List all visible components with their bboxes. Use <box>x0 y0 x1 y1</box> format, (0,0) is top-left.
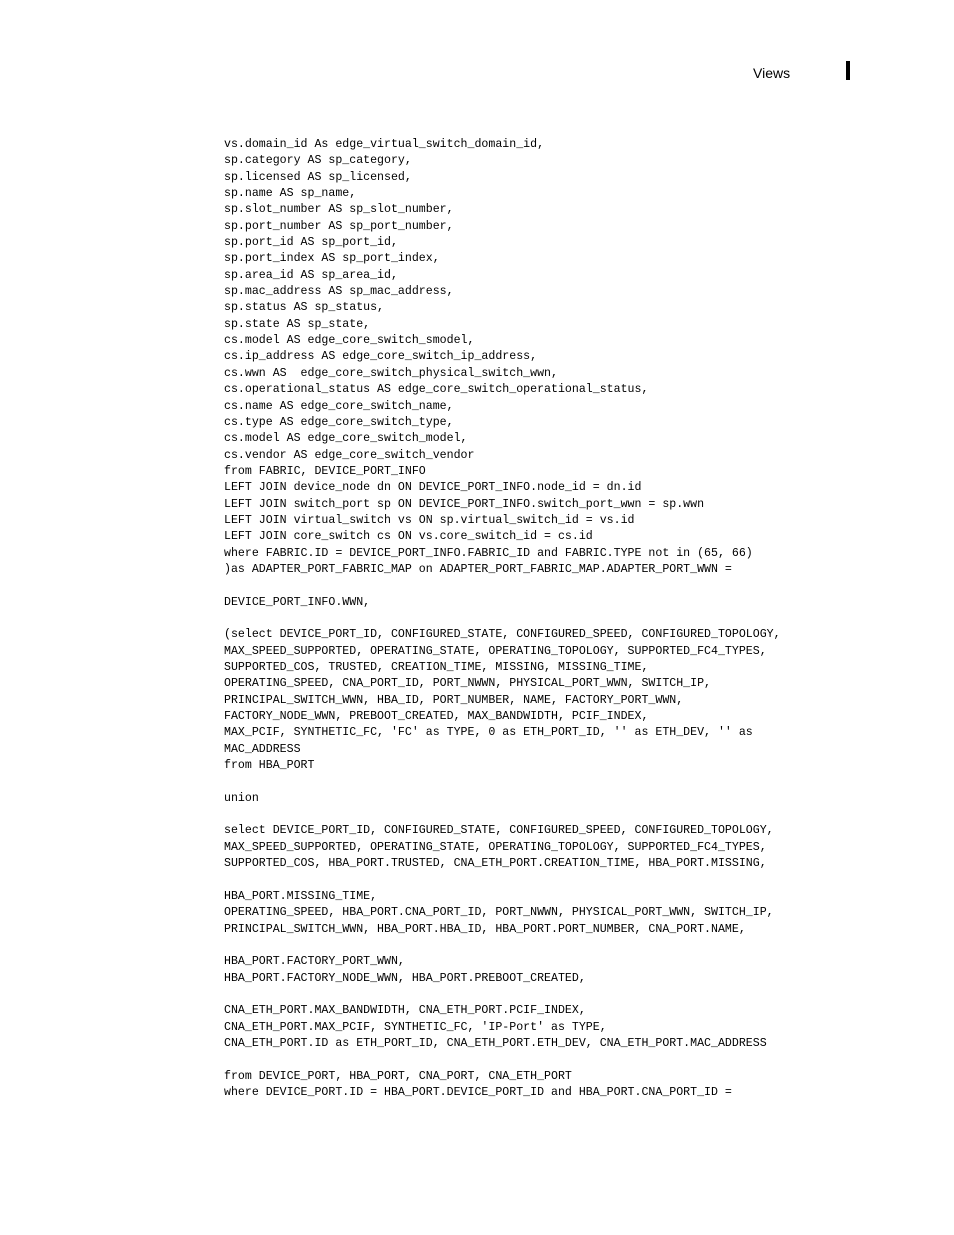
code-line: cs.name AS edge_core_switch_name, <box>224 399 454 413</box>
code-line: sp.category AS sp_category, <box>224 154 412 168</box>
code-line: sp.state AS sp_state, <box>224 317 371 331</box>
code-line: sp.port_id AS sp_port_id, <box>224 236 398 250</box>
code-line <box>224 578 944 594</box>
code-line <box>224 774 944 790</box>
code-line: sp.licensed AS sp_licensed, <box>224 170 412 184</box>
code-line: sp.port_number AS sp_port_number, <box>224 219 454 233</box>
sql-code-block <box>224 137 944 1101</box>
code-line: CNA_ETH_PORT.MAX_PCIF, SYNTHETIC_FC, 'IP-Port' as TYPE, <box>224 1020 607 1034</box>
code-line: LEFT JOIN core_switch cs ON vs.core_switch_id = cs.id <box>224 530 593 544</box>
code-line: sp.status AS sp_status, <box>224 301 385 315</box>
code-line: OPERATING_SPEED, HBA_PORT.CNA_PORT_ID, PORT_NWWN, PHYSICAL_PORT_WWN, SWITCH_IP, <box>224 906 774 920</box>
code-line <box>224 611 944 627</box>
code-line: cs.vendor AS edge_core_switch_vendor <box>224 448 475 462</box>
code-line: cs.wwn AS edge_core_switch_physical_switch_wwn, <box>224 366 558 380</box>
code-line: HBA_PORT.FACTORY_PORT_WWN, <box>224 955 405 969</box>
code-line: OPERATING_SPEED, CNA_PORT_ID, PORT_NWWN, PHYSICAL_PORT_WWN, SWITCH_IP, <box>224 677 712 691</box>
code-line: sp.area_id AS sp_area_id, <box>224 268 398 282</box>
code-line: MAX_PCIF, SYNTHETIC_FC, 'FC' as TYPE, 0 as ETH_PORT_ID, '' as ETH_DEV, '' as <box>224 726 753 740</box>
code-line: cs.model AS edge_core_switch_model, <box>224 432 468 446</box>
code-line: cs.operational_status AS edge_core_switch_operational_status, <box>224 383 649 397</box>
code-line <box>224 807 944 823</box>
code-line: (select DEVICE_PORT_ID, CONFIGURED_STATE, CONFIGURED_SPEED, CONFIGURED_TOPOLOGY, <box>224 628 781 642</box>
code-line: sp.port_index AS sp_port_index, <box>224 252 440 266</box>
code-line: MAC_ADDRESS <box>224 742 301 756</box>
code-line: select DEVICE_PORT_ID, CONFIGURED_STATE, CONFIGURED_SPEED, CONFIGURED_TOPOLOGY, <box>224 824 774 838</box>
code-line: SUPPORTED_COS, TRUSTED, CREATION_TIME, MISSING, MISSING_TIME, <box>224 661 649 674</box>
code-line: PRINCIPAL_SWITCH_WWN, HBA_PORT.HBA_ID, HBA_PORT.PORT_NUMBER, CNA_PORT.NAME, <box>224 922 746 936</box>
code-line: cs.ip_address AS edge_core_switch_ip_address, <box>224 350 538 364</box>
code-line: sp.name AS sp_name, <box>224 187 357 201</box>
code-line: CNA_ETH_PORT.MAX_BANDWIDTH, CNA_ETH_PORT.PCIF_INDEX, <box>224 1004 586 1018</box>
code-line: PRINCIPAL_SWITCH_WWN, HBA_ID, PORT_NUMBER, NAME, FACTORY_PORT_WWN, <box>224 693 684 707</box>
code-line: FACTORY_NODE_WWN, PREBOOT_CREATED, MAX_BANDWIDTH, PCIF_INDEX, <box>224 710 649 724</box>
code-line: from HBA_PORT <box>224 759 315 773</box>
code-line: LEFT JOIN virtual_switch vs ON sp.virtual_switch_id = vs.id <box>224 513 635 527</box>
code-line: from DEVICE_PORT, HBA_PORT, CNA_PORT, CNA_ETH_PORT <box>224 1069 572 1083</box>
code-line: sp.slot_number AS sp_slot_number, <box>224 203 454 217</box>
code-line: LEFT JOIN switch_port sp ON DEVICE_PORT_INFO.switch_port_wwn = sp.wwn <box>224 497 705 511</box>
code-line: HBA_PORT.FACTORY_NODE_WWN, HBA_PORT.PREBOOT_CREATED, <box>224 971 586 985</box>
code-line: LEFT JOIN device_node dn ON DEVICE_PORT_INFO.node_id = dn.id <box>224 481 642 495</box>
code-line: sp.mac_address AS sp_mac_address, <box>224 285 454 299</box>
header-marker-bar <box>846 61 850 80</box>
code-line: MAX_SPEED_SUPPORTED, OPERATING_STATE, OPERATING_TOPOLOGY, SUPPORTED_FC4_TYPES, <box>224 644 767 658</box>
code-line: MAX_SPEED_SUPPORTED, OPERATING_STATE, OPERATING_TOPOLOGY, SUPPORTED_FC4_TYPES, <box>224 840 767 854</box>
code-line <box>224 987 944 1003</box>
code-line: CNA_ETH_PORT.ID as ETH_PORT_ID, CNA_ETH_PORT.ETH_DEV, CNA_ETH_PORT.MAC_ADDRESS <box>224 1036 767 1050</box>
code-line: where DEVICE_PORT.ID = HBA_PORT.DEVICE_PORT_ID and HBA_PORT.CNA_PORT_ID = <box>224 1085 732 1099</box>
code-line: vs.domain_id As edge_virtual_switch_domain_id, <box>224 138 545 151</box>
code-line: SUPPORTED_COS, HBA_PORT.TRUSTED, CNA_ETH_PORT.CREATION_TIME, HBA_PORT.MISSING, <box>224 857 767 871</box>
code-line: union <box>224 791 259 805</box>
section-title: Views <box>753 65 791 81</box>
code-line: HBA_PORT.MISSING_TIME, <box>224 889 378 903</box>
code-line: )as ADAPTER_PORT_FABRIC_MAP on ADAPTER_PORT_FABRIC_MAP.ADAPTER_PORT_WWN = <box>224 562 732 576</box>
code-line: DEVICE_PORT_INFO.WWN, <box>224 595 371 609</box>
code-line <box>224 872 944 888</box>
code-line <box>224 1052 944 1068</box>
code-line: cs.model AS edge_core_switch_smodel, <box>224 334 475 348</box>
code-line: cs.type AS edge_core_switch_type, <box>224 415 454 429</box>
code-line: from FABRIC, DEVICE_PORT_INFO <box>224 464 426 478</box>
code-line: where FABRIC.ID = DEVICE_PORT_INFO.FABRIC_ID and FABRIC.TYPE not in (65, 66) <box>224 546 753 560</box>
code-line <box>224 938 944 954</box>
